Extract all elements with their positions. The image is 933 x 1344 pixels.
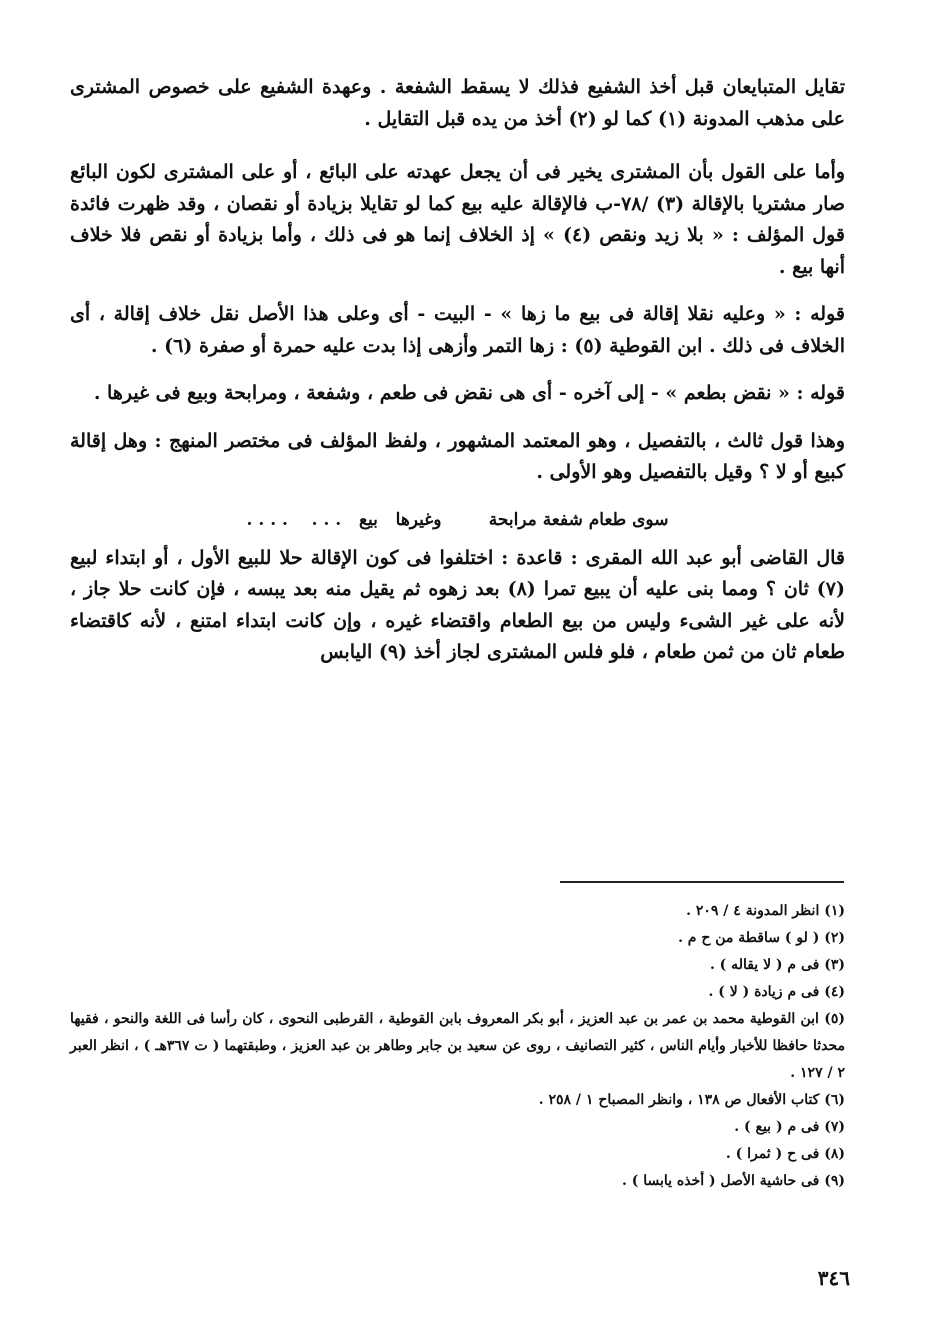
verse-line: سوى طعام شفعة مرابحة وغيرها بيع . . . . . . . [246,509,669,530]
footnote-3: (٣) فى م ( لا يقاله ) . [709,957,845,973]
page-number: ٣٤٦ [817,1266,850,1290]
paragraph-1: تقايل المتبايعان قبل أخذ الشفيع فذلك لا يسقط الشفعة . وعهدة الشفيع على خصوص المشترى على مذهب المدونة (١) كما لو (٢) أخذ من يده قبل التقايل . [70,76,845,130]
footnote-5: (٥) ابن القوطية محمد بن عمر بن عبد العزيز ، أبو بكر المعروف بابن القوطية ، القرطبى النحوى ، كان رأسا فى اللغة والنحو ، فقيها محدثا حافظا للأخبار وأيام الناس ، كثير التصانيف ، روى عن سعيد بن جابر وطاهر بن عبد العزيز ، وطبقتهما ( ت ٣٦٧هـ ) ، انظر العبر ٢ / ١٢٧ . [70,1011,845,1081]
footnote-2: (٢) ( لو ) ساقطة من ح م . [678,930,845,946]
paragraph-4: قوله : « نقض بطعم » - إلى آخره - أى هى نقض فى طعم ، وشفعة ، ومرابحة وبيع فى غيرها . [93,382,845,404]
main-text [70,72,845,685]
footnote-1: (١) انظر المدونة ٤ / ٢٠٩ . [686,903,845,919]
paragraph-2: وأما على القول بأن المشترى يخير فى أن يجعل عهدته على البائع ، أو على المشترى لكون البائع صار مشتريا بالإقالة (٣) /٧٨-ب فالإقالة عليه بيع كما لو تقايلا بزيادة أو نقصان ، وقد ظهرت فائدة قول المؤلف : « بلا زيد ونقص (٤) » إذ الخلاف إنما هو فى ذلك ، وأما بزيادة أو نقص فلا خلاف أنها بيع . [70,161,846,278]
paragraph-5: وهذا قول ثالث ، بالتفصيل ، وهو المعتمد المشهور ، ولفظ المؤلف فى مختصر المنهج : وهل إقالة كبيع أو لا ؟ وقيل بالتفصيل وهو الأولى . [70,429,845,483]
paragraph-3: قوله : « وعليه نقلا إقالة فى بيع ما زها » - البيت - أى وعلى هذا الأصل نقل خلاف إقالة ، أى الخلاف فى ذلك . ابن القوطية (٥) : زها التمر وأزهى إذا بدت عليه حمرة أو صفرة (٦) . [70,303,845,357]
footnote-9: (٩) فى حاشية الأصل ( أخذه يابسا ) . [621,1173,845,1189]
footnote-6: (٦) كتاب الأفعال ص ١٣٨ ، وانظر المصباح ١ / ٢٥٨ . [538,1092,845,1108]
footnotes [70,898,845,1195]
footnote-7: (٧) فى م ( بيع ) . [734,1119,845,1135]
footnote-separator [560,881,844,883]
footnote-4: (٤) فى م زيادة ( لا ) . [708,984,845,1000]
paragraph-6: قال القاضى أبو عبد الله المقرى : قاعدة : اختلفوا فى كون الإقالة حلا للبيع الأول ، أو ابتداء لبيع (٧) ثان ؟ ومما بنى عليه أن يبيع تمرا (٨) بعد زهوه ثم يقيل منه بعد يبسه ، فإن كانت حلا جاز ، لأنه على غير الشىء وليس من بيع الطعام واقتضاء غيره ، وإن كانت ابتداء امتنع ، لأنه كاقتضاء طعام ثان من ثمن طعام ، فلو فلس المشترى لجاز أخذ (٩) اليابس [70,546,846,663]
footnote-8: (٨) فى ح ( ثمرا ) . [725,1146,845,1162]
